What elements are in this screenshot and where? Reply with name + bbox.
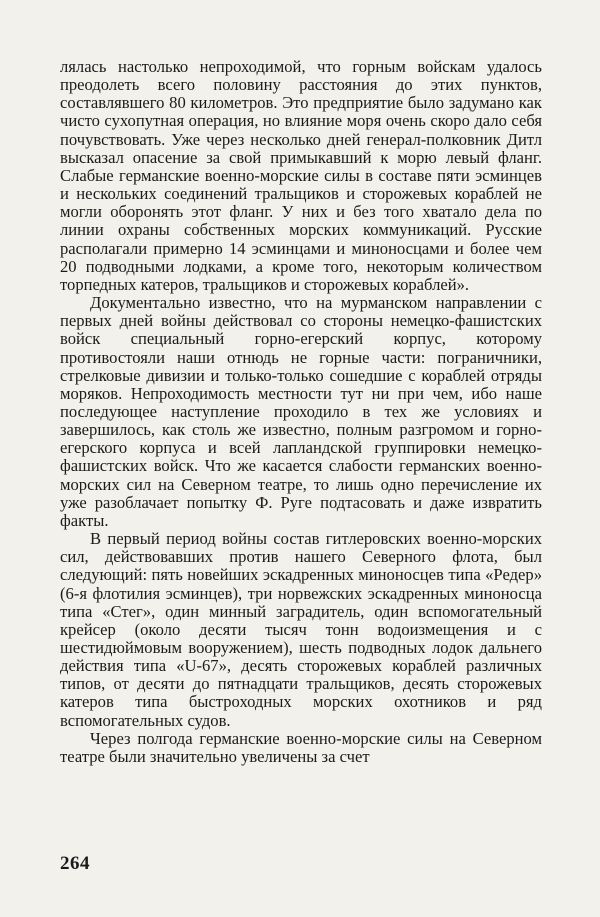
page-number: 264	[60, 853, 90, 874]
body-text	[60, 58, 542, 766]
paragraph: Через полгода германские военно-морские силы на Северном театре были значительно увеличены за счет	[60, 728, 542, 766]
paragraph: Документально известно, что на мурманском направлении с первых дней войны действовал со стороны немецко-фашистских войск специальный горно-егерский корпус, которому противостояли наши отнюдь не горные части: пограничники, стрелковые дивизии и только-только сошедшие с кораблей отряды моряков. Непроходимость местности тут ни при чем, ибо наше последующее наступление проходило в тех же условиях и завершилось, как столь же известно, полным разгромом и горно-егерского корпуса и всей лапландской группировки немецко-фашистских войск. Что же касается слабости германских военно-морских сил на Северном театре, то лишь одно перечисление их уже разоблачает попытку Ф. Руге подтасовать и даже извратить факты.	[60, 293, 542, 530]
paragraph: В первый период войны состав гитлеровских военно-морских сил, действовавших против нашего Северного флота, был следующий: пять новейших эскадренных миноносцев типа «Редер» (6-я флотилия эсминцев), три норвежских эскадренных миноносца типа «Стег», один минный заградитель, один вспомогательный крейсер (около десяти тысяч тонн водоизмещения и с шестидюймовым вооружением), шесть подводных лодок дальнего действия типа «U-67», десять сторожевых кораблей различных типов, от десяти до пятнадцати тральщиков, десять сторожевых катеров типа быстроходных морских охотников и ряд вспомогательных судов.	[60, 529, 542, 730]
paragraph-continued: лялась настолько непроходимой, что горным войскам удалось преодолеть всего половину расстояния до этих пунктов, составлявшего 80 километров. Это предприятие было задумано как чисто сухопутная операция, но влияние моря очень скоро дало себя почувствовать. Уже через несколько дней генерал-полковник Дитл высказал опасение за свой примыкавший к морю левый фланг. Слабые германские военно-морские силы в составе пяти эсминцев и нескольких соединений тральщиков и сторожевых кораблей не могли оборонять этот фланг. У них и без того хватало дела по линии охраны собственных морских коммуникаций. Русские располагали примерно 14 эсминцами и миноносцами и более чем 20 подводными лодками, а кроме того, некоторым количеством торпедных катеров, тральщиков и сторожевых кораблей».	[60, 57, 542, 294]
